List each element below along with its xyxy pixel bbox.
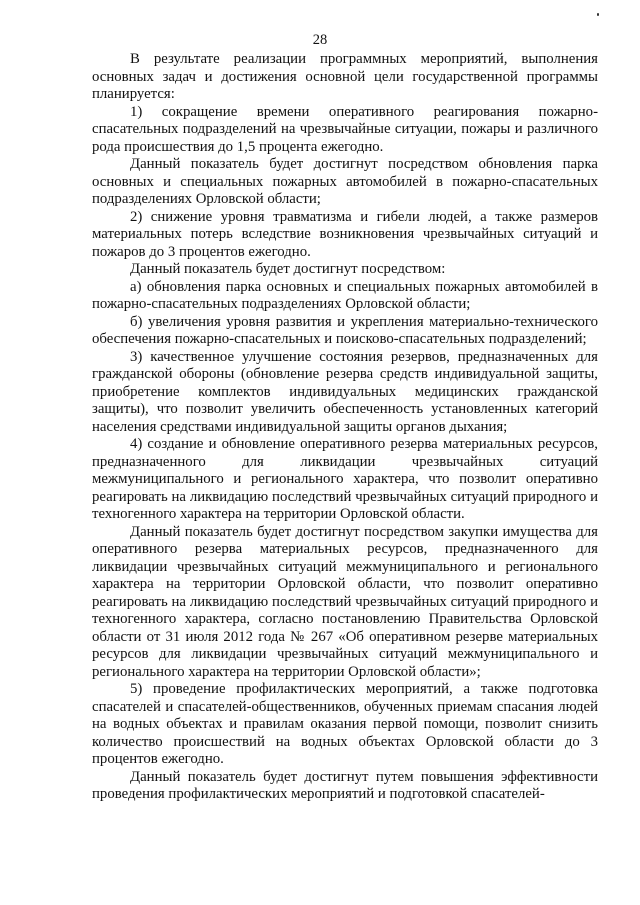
paragraph-indicator-4: Данный показатель будет достигнут посредством закупки имущества для оперативного резерва материальных ресурсов, предназначенного для ликвидации чрезвычайных ситуаций межмуниципального и регионального характера на территории Орловской области, что позволит оперативно реагировать на ликвидацию последствий чрезвычайных ситуаций природного и техногенного характера, согласно постановлению Правительства Орловской области от 31 июля 2012 года № 267 «Об оперативном резерве материальных ресурсов для ликвидации чрезвычайных ситуаций межмуниципального и регионального характера на территории Орловской области»;: [92, 523, 598, 680]
paragraph-indicator-2: Данный показатель будет достигнут посредством:: [130, 261, 446, 277]
paragraph-item-2b: б) увеличения уровня развития и укрепления материально-технического обеспечения пожарно-спасательных и поисково-спасательных подразделений;: [92, 313, 598, 347]
paragraph-item-2a: а) обновления парка основных и специальных пожарных автомобилей в пожарно-спасательных подразделениях Орловской области;: [92, 278, 598, 312]
paragraph-item-2: 2) снижение уровня травматизма и гибели людей, а также размеров материальных потерь вследствие возникновения чрезвычайных ситуаций и пожаров до 3 процентов ежегодно.: [92, 208, 598, 260]
paragraph-item-4: 4) создание и обновление оперативного резерва материальных ресурсов, предназначенного для ликвидации чрезвычайных ситуаций межмуниципального и регионального характера, что позволит оперативно реагировать на ликвидацию последствий чрезвычайных ситуаций природного и техногенного характера на территории Орловской области.: [92, 436, 598, 522]
paragraph-indicator-1: Данный показатель будет достигнут посредством обновления парка основных и специальных пожарных автомобилей в пожарно-спасательных подразделениях Орловской области;: [92, 156, 598, 207]
paragraph-item-1: 1) сокращение времени оперативного реагирования пожарно-спасательных подразделений на чрезвычайные ситуации, пожары и различного рода происшествия до 1,5 процента ежегодно.: [92, 103, 598, 155]
paragraph-item-3: 3) качественное улучшение состояния резервов, предназначенных для гражданской обороны (обновление резерва средств индивидуальной защиты, приобретение комплектов индивидуальных медицинских гражданской защиты), что позволит увеличить обеспеченность установленных категорий населения средствами индивидуальной защиты органов дыхания;: [92, 348, 598, 435]
document-body: [92, 51, 598, 804]
page-number: 28: [312, 32, 328, 48]
scan-speck: [597, 13, 599, 16]
paragraph-item-5: 5) проведение профилактических мероприятий, а также подготовка спасателей и спасателей-общественников, обученных приемам спасания людей на водных объектах и правилам оказания первой помощи, позволит снизить количество происшествий на водных объектах Орловской области до 3 процентов ежегодно.: [92, 681, 598, 767]
paragraph-indicator-5: Данный показатель будет достигнут путем повышения эффективности проведения профилактических мероприятий и подготовкой спасателей-: [92, 768, 598, 802]
paragraph-intro: В результате реализации программных мероприятий, выполнения основных задач и достижения основной цели государственной программы планируется:: [92, 51, 598, 102]
